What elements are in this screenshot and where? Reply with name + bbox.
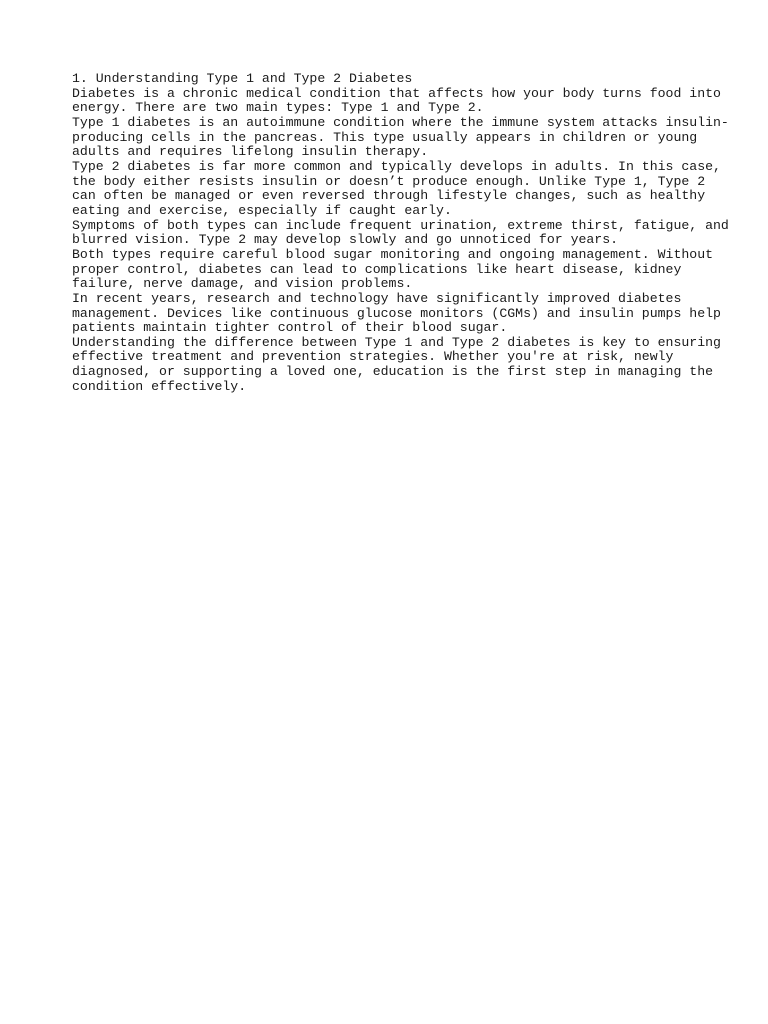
paragraph-line: failure, nerve damage, and vision problems. <box>72 276 413 292</box>
paragraph-line: Understanding the difference between Type 1 and Type 2 diabetes is key to ensuring <box>72 334 721 350</box>
paragraph-line: diagnosed, or supporting a loved one, education is the first step in managing the <box>72 364 714 380</box>
paragraph-line: adults and requires lifelong insulin therapy. <box>72 144 429 160</box>
paragraph-line: patients maintain tighter control of their blood sugar. <box>72 320 508 336</box>
paragraph-technology <box>72 290 721 336</box>
paragraph-line: condition effectively. <box>72 378 247 394</box>
paragraph-line: the body either resists insulin or doesn’t produce enough. Unlike Type 1, Type 2 <box>72 173 706 189</box>
paragraph-line: In recent years, research and technology have significantly improved diabetes <box>72 290 682 306</box>
paragraph-management <box>72 248 712 292</box>
paragraph-line: Symptoms of both types can include frequent urination, extreme thirst, fatigue, and <box>72 217 729 233</box>
paragraph-line: Both types require careful blood sugar monitoring and ongoing management. Without <box>72 246 714 262</box>
paragraph-line: blurred vision. Type 2 may develop slowly and go unnoticed for years. <box>72 232 619 248</box>
paragraph-line: energy. There are two main types: Type 1 and Type 2. <box>72 100 484 116</box>
paragraph-type-2 <box>72 158 721 219</box>
paragraph-line: proper control, diabetes can lead to complications like heart disease, kidney <box>72 261 682 277</box>
paragraph-line: can often be managed or even reversed through lifestyle changes, such as healthy <box>72 188 706 204</box>
paragraph-type-1 <box>72 114 729 160</box>
paragraph-intro <box>72 85 721 116</box>
paragraph-symptoms <box>72 217 729 248</box>
paragraph-line: producing cells in the pancreas. This type usually appears in children or young <box>72 129 698 145</box>
paragraph-line: Diabetes is a chronic medical condition that affects how your body turns food into <box>72 85 721 101</box>
document-heading: 1. Understanding Type 1 and Type 2 Diabetes <box>72 71 413 86</box>
paragraph-line: Type 1 diabetes is an autoimmune condition where the immune system attacks insulin- <box>72 114 729 130</box>
paragraph-line: Type 2 diabetes is far more common and typically develops in adults. In this case, <box>72 158 721 174</box>
paragraph-line: effective treatment and prevention strategies. Whether you're at risk, newly <box>72 349 674 365</box>
paragraph-conclusion <box>72 334 721 395</box>
paragraph-line: management. Devices like continuous glucose monitors (CGMs) and insulin pumps help <box>72 305 721 321</box>
document-page <box>72 71 729 394</box>
paragraph-line: eating and exercise, especially if caught early. <box>72 202 452 218</box>
